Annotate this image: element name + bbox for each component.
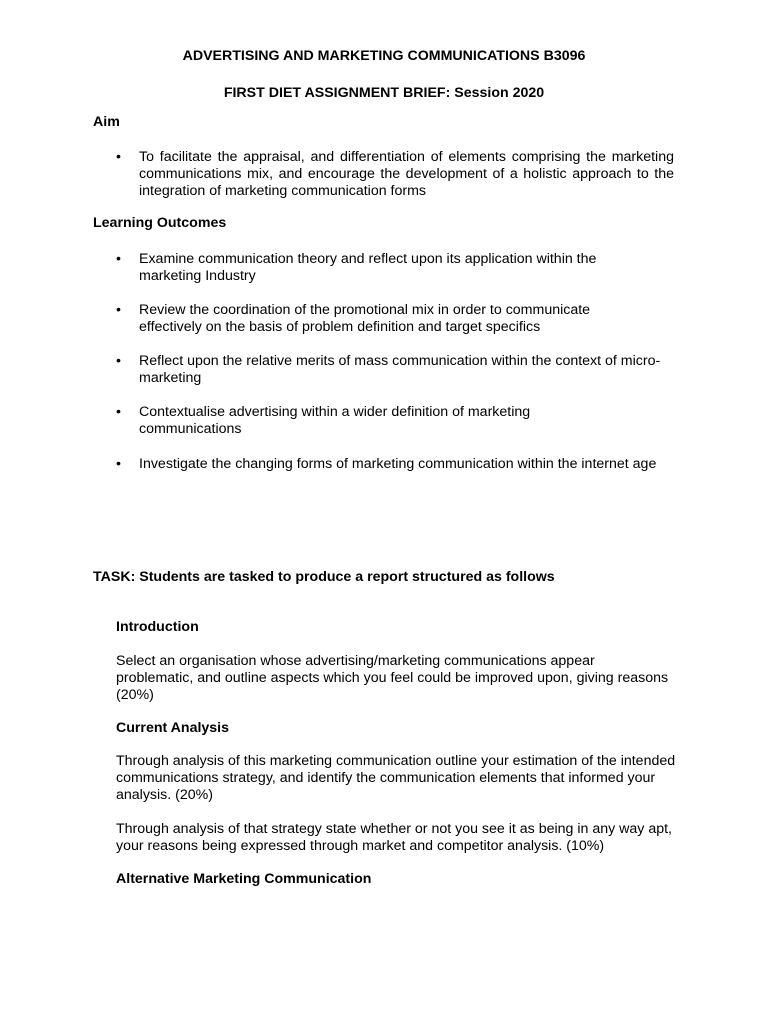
aim-text: To facilitate the appraisal, and differentiation of elements comprising the marketing communications mix, and encourage the development of a holistic approach to the integration of marketing communication forms [139, 149, 674, 199]
task-heading: TASK: Students are tasked to produce a report structured as follows [93, 569, 555, 585]
bullet-icon: • [116, 149, 121, 165]
learning-outcome-item: Contextualise advertising within a wider definition of marketing communications [139, 404, 531, 437]
learning-outcome-item: Review the coordination of the promotional mix in order to communicate effectively on the basis of problem definition and target specifics [139, 302, 591, 335]
current-analysis-text-2: Through analysis of that strategy state whether or not you see it as being in any way apt, your reasons being expressed through market and competitor analysis. (10%) [116, 821, 672, 854]
bullet-icon: • [116, 251, 121, 267]
document-title: ADVERTISING AND MARKETING COMMUNICATIONS B3096 [182, 48, 586, 64]
aim-heading: Aim [93, 114, 120, 130]
alternative-marketing-heading: Alternative Marketing Communication [116, 871, 372, 887]
bullet-icon: • [116, 404, 121, 420]
learning-outcomes-heading: Learning Outcomes [93, 215, 227, 231]
introduction-text: Select an organisation whose advertising/marketing communications appear problematic, and outline aspects which you feel could be improved upon, giving reasons (20%) [116, 653, 669, 703]
bullet-icon: • [116, 456, 121, 472]
current-analysis-heading: Current Analysis [116, 720, 230, 736]
learning-outcome-item: Reflect upon the relative merits of mass communication within the context of micro-marketing [139, 353, 661, 386]
bullet-icon: • [116, 353, 121, 369]
bullet-icon: • [116, 302, 121, 318]
introduction-heading: Introduction [116, 619, 199, 635]
learning-outcome-item: Investigate the changing forms of marketing communication within the internet age [139, 456, 657, 472]
current-analysis-text-1: Through analysis of this marketing communication outline your estimation of the intended communications strategy, and identify the communication elements that informed your analysis. (20%) [116, 753, 676, 803]
learning-outcome-item: Examine communication theory and reflect upon its application within the marketing Industry [139, 251, 597, 284]
document-subtitle: FIRST DIET ASSIGNMENT BRIEF: Session 2020 [223, 85, 545, 101]
